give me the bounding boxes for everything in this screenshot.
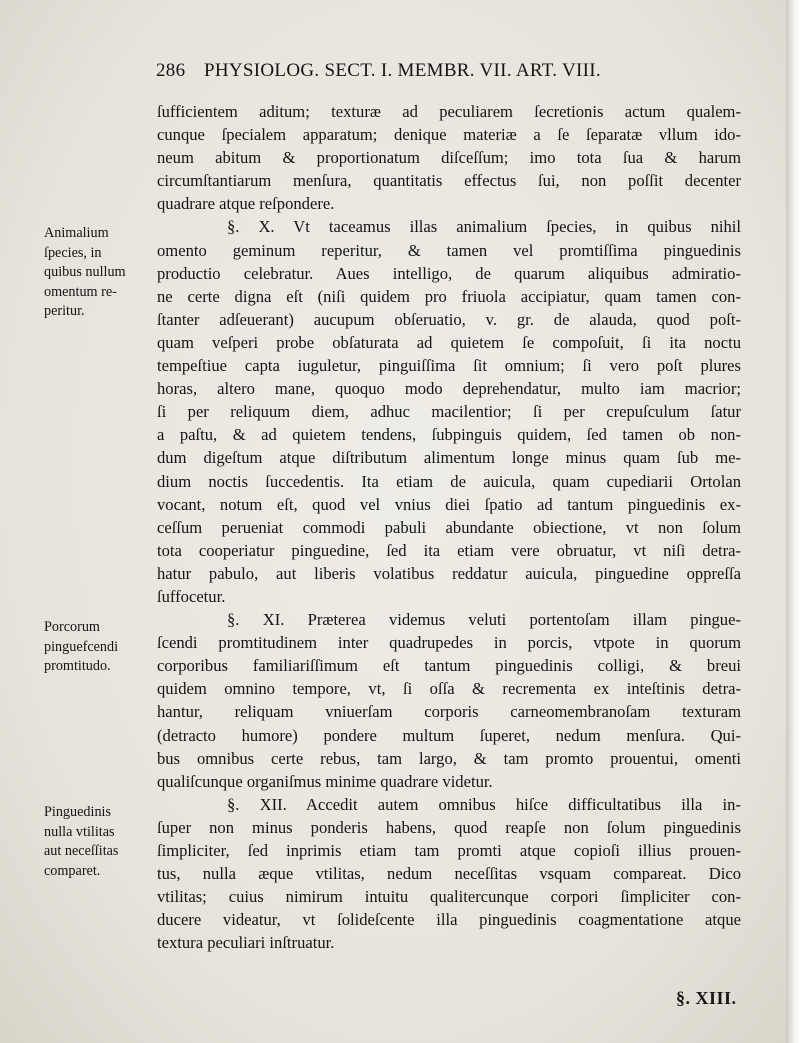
margin-note-line: Animalium <box>44 225 109 241</box>
text-line: ſufficientem aditum; texturæ ad peculiarem ſecretionis actum qualem- <box>157 102 741 121</box>
text-line: ne certe digna eſt (niſi quidem pro friuola accipiatur, quam tamen con- <box>157 286 741 306</box>
margin-note-line: aut neceſſitas <box>44 843 119 859</box>
page-edge <box>786 0 800 1043</box>
text-line: ſtanter adſeuerant) aucupum obſeruatio, v. gr. de alauda, quod poſt- <box>157 309 741 329</box>
text-line: bus omnibus certe rebus, tam largo, & tam promto prouentui, omenti <box>157 748 741 768</box>
running-header <box>156 60 756 82</box>
text-line: tus, nulla æque vtilitas, nedum neceſſitas vsquam compareat. Dico <box>157 864 741 884</box>
text-line: tempeſtiue capta iuguletur, pinguiſſima ſit omnium; ſi vero poſt plures <box>157 356 741 376</box>
text-line: ducere videatur, vt ſolideſcente illa pinguedinis coagmentatione atque <box>157 910 741 930</box>
text-line: dium noctis ſuccedentis. Ita etiam de auicula, quam cupediarii Ortolan <box>157 471 741 491</box>
text-line: ſi per reliquum diem, adhuc macilentior; ſi per crepuſculum ſatur <box>157 402 741 422</box>
text-line: cunque ſpecialem apparatum; denique materiæ a ſe ſeparatæ vllum ido- <box>157 125 741 145</box>
margin-note-1 <box>44 224 164 322</box>
catchword: §. XIII. <box>676 988 737 1008</box>
margin-note-line: nulla vtilitas <box>44 823 115 840</box>
margin-note-line: peritur. <box>44 303 85 319</box>
text-line: neum abitum & proportionatum diſceſſum; imo tota ſua & harum <box>157 148 741 168</box>
margin-note-line: Porcorum <box>44 619 100 635</box>
text-line: ſcendi promtitudinem inter quadrupedes in porcis, vtpote in quorum <box>157 633 741 653</box>
text-line: qualiſcunque organiſmus minime quadrare videtur. <box>157 771 493 791</box>
text-line: circumſtantiarum menſura, quantitatis effectus ſui, non poſſit decenter <box>157 171 741 191</box>
running-title: PHYSIOLOG. SECT. I. MEMBR. VII. ART. VIII. <box>204 60 601 81</box>
margin-note-line: omentum re- <box>44 283 117 300</box>
text-line: productio celebratur. Aues intelligo, de quarum aliquibus admiratio- <box>157 263 741 283</box>
text-line: horas, altero mane, quoquo modo deprehendatur, multo iam macrior; <box>157 379 741 399</box>
text-line: omento geminum reperitur, & tamen vel promtiſſima pinguedinis <box>157 240 741 260</box>
text-line: tota cooperiatur pinguedine, ſed ita etiam vere obruatur, vt niſi detra- <box>157 540 741 560</box>
text-line: ſimpliciter, ſed inprimis etiam tam promti atque copioſi illius prouen- <box>157 841 741 860</box>
text-line: corporibus familiariſſimum eſt tantum pinguedinis colligi, & breui <box>157 656 741 676</box>
body-text <box>157 100 741 954</box>
text-line: ſuper non minus ponderis habens, quod reapſe non ſolum pinguedinis <box>157 817 741 837</box>
paragraph-start-x: §. X. Vt taceamus illas animalium ſpecies, in quibus nihil <box>227 217 741 237</box>
text-line: quadrare atque reſpondere. <box>157 194 335 214</box>
margin-note-line: pinguefcendi <box>44 638 119 655</box>
text-line: ſuffocetur. <box>157 586 226 606</box>
text-line: hantur, reliquam vniuerſam corporis carneomembranoſam texturam <box>157 702 741 722</box>
paragraph-start-xi: §. XI. Præterea videmus veluti portentoſam illam pingue- <box>227 610 741 630</box>
text-line: quam veſperi probe obſaturata ad quietem ſe compoſuit, ſi ita noctu <box>157 332 741 352</box>
text-line: vtilitas; cuius nimirum intuitu qualitercunque corpori ſimpliciter con- <box>157 887 741 907</box>
text-line: hatur pabulo, aut liberis volatibus reddatur auicula, pinguedine oppreſſa <box>157 563 741 583</box>
margin-note-line: comparet. <box>44 862 101 879</box>
text-line: dum digeſtum atque diſtributum alimentum longe minus quam ſub me- <box>157 448 741 468</box>
margin-note-line: Pinguedinis <box>44 804 112 820</box>
margin-note-line: promtitudo. <box>44 658 111 674</box>
margin-note-line: quibus nullum <box>44 264 126 280</box>
margin-note-line: ſpecies, in <box>44 244 102 261</box>
margin-note-3 <box>44 803 164 881</box>
text-line: vocant, notum eſt, quod vel vnius diei ſpatio ad tantum pinguedinis ex- <box>157 494 741 514</box>
margin-note-2 <box>44 618 164 677</box>
text-line: quidem omnino tempore, vt, ſi oſſa & recrementa ex inteſtinis detra- <box>157 679 741 699</box>
paragraph-start-xii: §. XII. Accedit autem omnibus hiſce difficultatibus illa in- <box>227 794 741 814</box>
text-line: (detracto humore) pondere multum ſuperet, nedum menſura. Qui- <box>157 725 741 745</box>
text-line: a paſtu, & ad quietem tendens, ſubpinguis quidem, ſed tamen ob non- <box>157 425 741 445</box>
text-line: ceſſum perueniat commodi pabuli abundante obiectione, vt non ſolum <box>157 517 741 537</box>
page-number: 286 <box>156 60 186 81</box>
text-line: textura peculiari inſtruatur. <box>157 933 335 953</box>
